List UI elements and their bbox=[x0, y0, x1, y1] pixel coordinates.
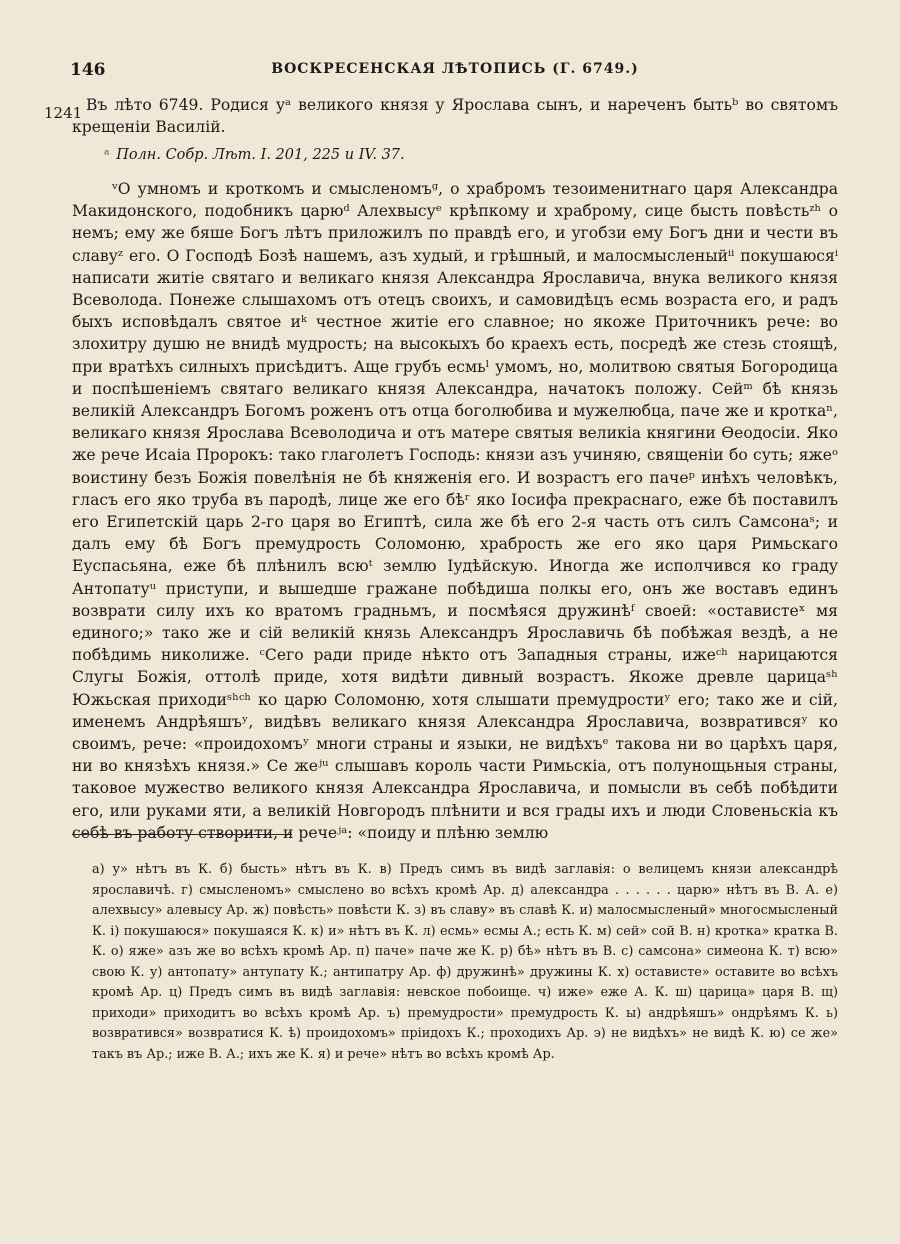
source-mark: ᵃ bbox=[104, 147, 110, 163]
page-header bbox=[70, 60, 840, 84]
footnote-divider bbox=[72, 834, 292, 835]
source-text: Полн. Собр. Лѣт. I. 201, 225 и IV. 37. bbox=[116, 147, 405, 163]
running-head: ВОСКРЕСЕНСКАЯ ЛѢТОПИСЬ (Г. 6749.) bbox=[271, 61, 639, 77]
chronicle-entry: Въ лѣто 6749. Родися уᵃ великого князя у Ярослава сынъ, и нареченъ бытьᵇ во святомъ крещеніи Василій. bbox=[72, 96, 838, 137]
footnotes: а) у» нѣтъ въ К. б) бысть» нѣтъ въ К. в) Предъ симъ въ видѣ заглавія: о велицемъ князи александрѣ ярославичѣ. г) смысленомъ» смыслено во всѣхъ кромѣ Ар. д) александра . . . . . . царю» нѣтъ въ В. А. е) алехвысу» алевысу Ар. ж) повѣсть» повѣсти К. з) въ славу» въ славѣ К. и) малосмысленый» многосмысленый К. і) покушаюся» покушаяся К. к) и» нѣтъ въ К. л) есмь» есмы А.; есть К. м) сей» сой В. н) кротка» кратка В. К. о) яже» азъ же во всѣхъ кромѣ Ар. п) паче» паче же К. р) бѣ» нѣтъ въ В. с) самсона» симеона К. т) всю» свою К. у) антопату» антупату К.; антипатру Ар. ф) дружинѣ» дружины К. х) остависте» оставите во всѣхъ кромѣ Ар. ц) Предъ симъ въ видѣ заглавія: невское побоище. ч) иже» еже А. К. ш) царица» царя В. щ) приходи» приходитъ во всѣхъ кромѣ Ар. ъ) премудрости» премудрость К. ы) андрѣяшъ» ондрѣямъ К. ь) возвратився» возвратися К. ѣ) проидохомъ» пріидохъ К.; проходихъ Ар. э) не видѣхъ» не видѣ К. ю) се же» такъ въ Ар.; иже В. А.; ихъ же К. я) и рече» нѣтъ во всѣхъ кромѣ Ар. bbox=[92, 862, 838, 1062]
page-number: 146 bbox=[70, 60, 106, 80]
source-reference bbox=[104, 147, 405, 163]
main-text: ᵛО умномъ и кроткомъ и смысленомъᵍ, о храбромъ тезоименитнаго царя Александра Макидонского, подобникъ царюᵈ Алехвысуᵉ крѣпкому и храброму, сице бысть повѣстьᶻʰ о немъ; ему же бяше Богъ лѣтъ приложилъ по правдѣ его, и угобзи ему Богъ дни и чести въ славуᶻ его. О Господѣ Бозѣ нашемъ, азъ худый, и грѣшный, и малосмысленыйⁱⁱ покушаюсяⁱ написати житіе святаго и великаго князя Александра Ярославича, внука великого князя Всеволода. Понеже слышахомъ отъ отецъ своихъ, и самовидѣцъ есмь возраста его, и радъ быхъ исповѣдалъ святое иᵏ честное житіе его славное; но якоже Приточникъ рече: во злохитру душю не внидѣ мудрость; на высокыхъ бо краехъ есть, посредѣ же стезь стоящѣ, при вратѣхъ силныхъ присѣдитъ. Аще грубъ есмьˡ умомъ, но, молитвою святыя Богородица и поспѣшеніемъ святаго великаго князя Александра, начатокъ положу. Сейᵐ бѣ князь великій Александръ Богомъ роженъ отъ отца боголюбива и мужелюбца, паче же и кроткаⁿ, великаго князя Ярослава Всеволодича и отъ матере святыя великіа княгини Ѳеодосіи. Яко же рече Исаіа Пророкъ: тако глаголетъ Господь: князи азъ учиняю, священіи бо суть; яжеᵒ воистину безъ Божія повелѣнія не бѣ княженія его. И возрастъ его пачеᵖ инѣхъ человѣкъ, гласъ его яко труба въ пародѣ, лице же его бѣʳ яко Іосифа прекраснаго, еже бѣ поставилъ его Египетскій царь 2-го царя во Египтѣ, сила же бѣ его 2-я часть отъ силъ Самсонаˢ; и далъ ему бѣ Богъ премудрость Соломоню, храбрость же его яко царя Римьскаго Еуспасьяна, еже бѣ плѣнилъ всюᵗ землю Іудѣйскую. Иногда же исполчився ко граду Антопатуᵘ приступи, и вышедше гражане побѣдиша полкы его, онъ же воставъ единъ возврати силу ихъ ко вратомъ градньмъ, и посмѣяся дружинѣᶠ своей: «оставистеˣ мя единого;» тако же и сій великій князь Александръ Ярославичь бѣ побѣжая вездѣ, а не побѣдимь николиже. ᶜСего ради приде нѣкто отъ Западныя страны, ижеᶜʰ нарицаются Слугы Божія, оттолѣ приде, хотя видѣти дивный возрастъ. Якоже древле царицаˢʰ Южьская приходиˢʰᶜʰ ко царю Соломоню, хотя слышати премудростиʸ его; тако же и сій, именемъ Андрѣяшъʸ, видѣвъ великаго князя Александра Ярославича, возвративсяʸ ко своимъ, рече: «проидохомъʸ многи страны и языки, не видѣхъᵉ такова ни во царѣхъ царя, ни во князѣхъ князя.» Се жеʲᵘ слышавъ король части Римьскіа, отъ полунощьныя страны, таковое мужество великого князя Александра Ярославича, и помысли въ себѣ побѣдити его, или руками яти, а великій Новгородъ плѣнити и вся грады ихъ и люди Словеньскіа къ себѣ въ работу створити, и речеʲᵃ: «поиду и плѣню землю bbox=[72, 180, 838, 842]
margin-year: 1241 bbox=[44, 104, 83, 122]
